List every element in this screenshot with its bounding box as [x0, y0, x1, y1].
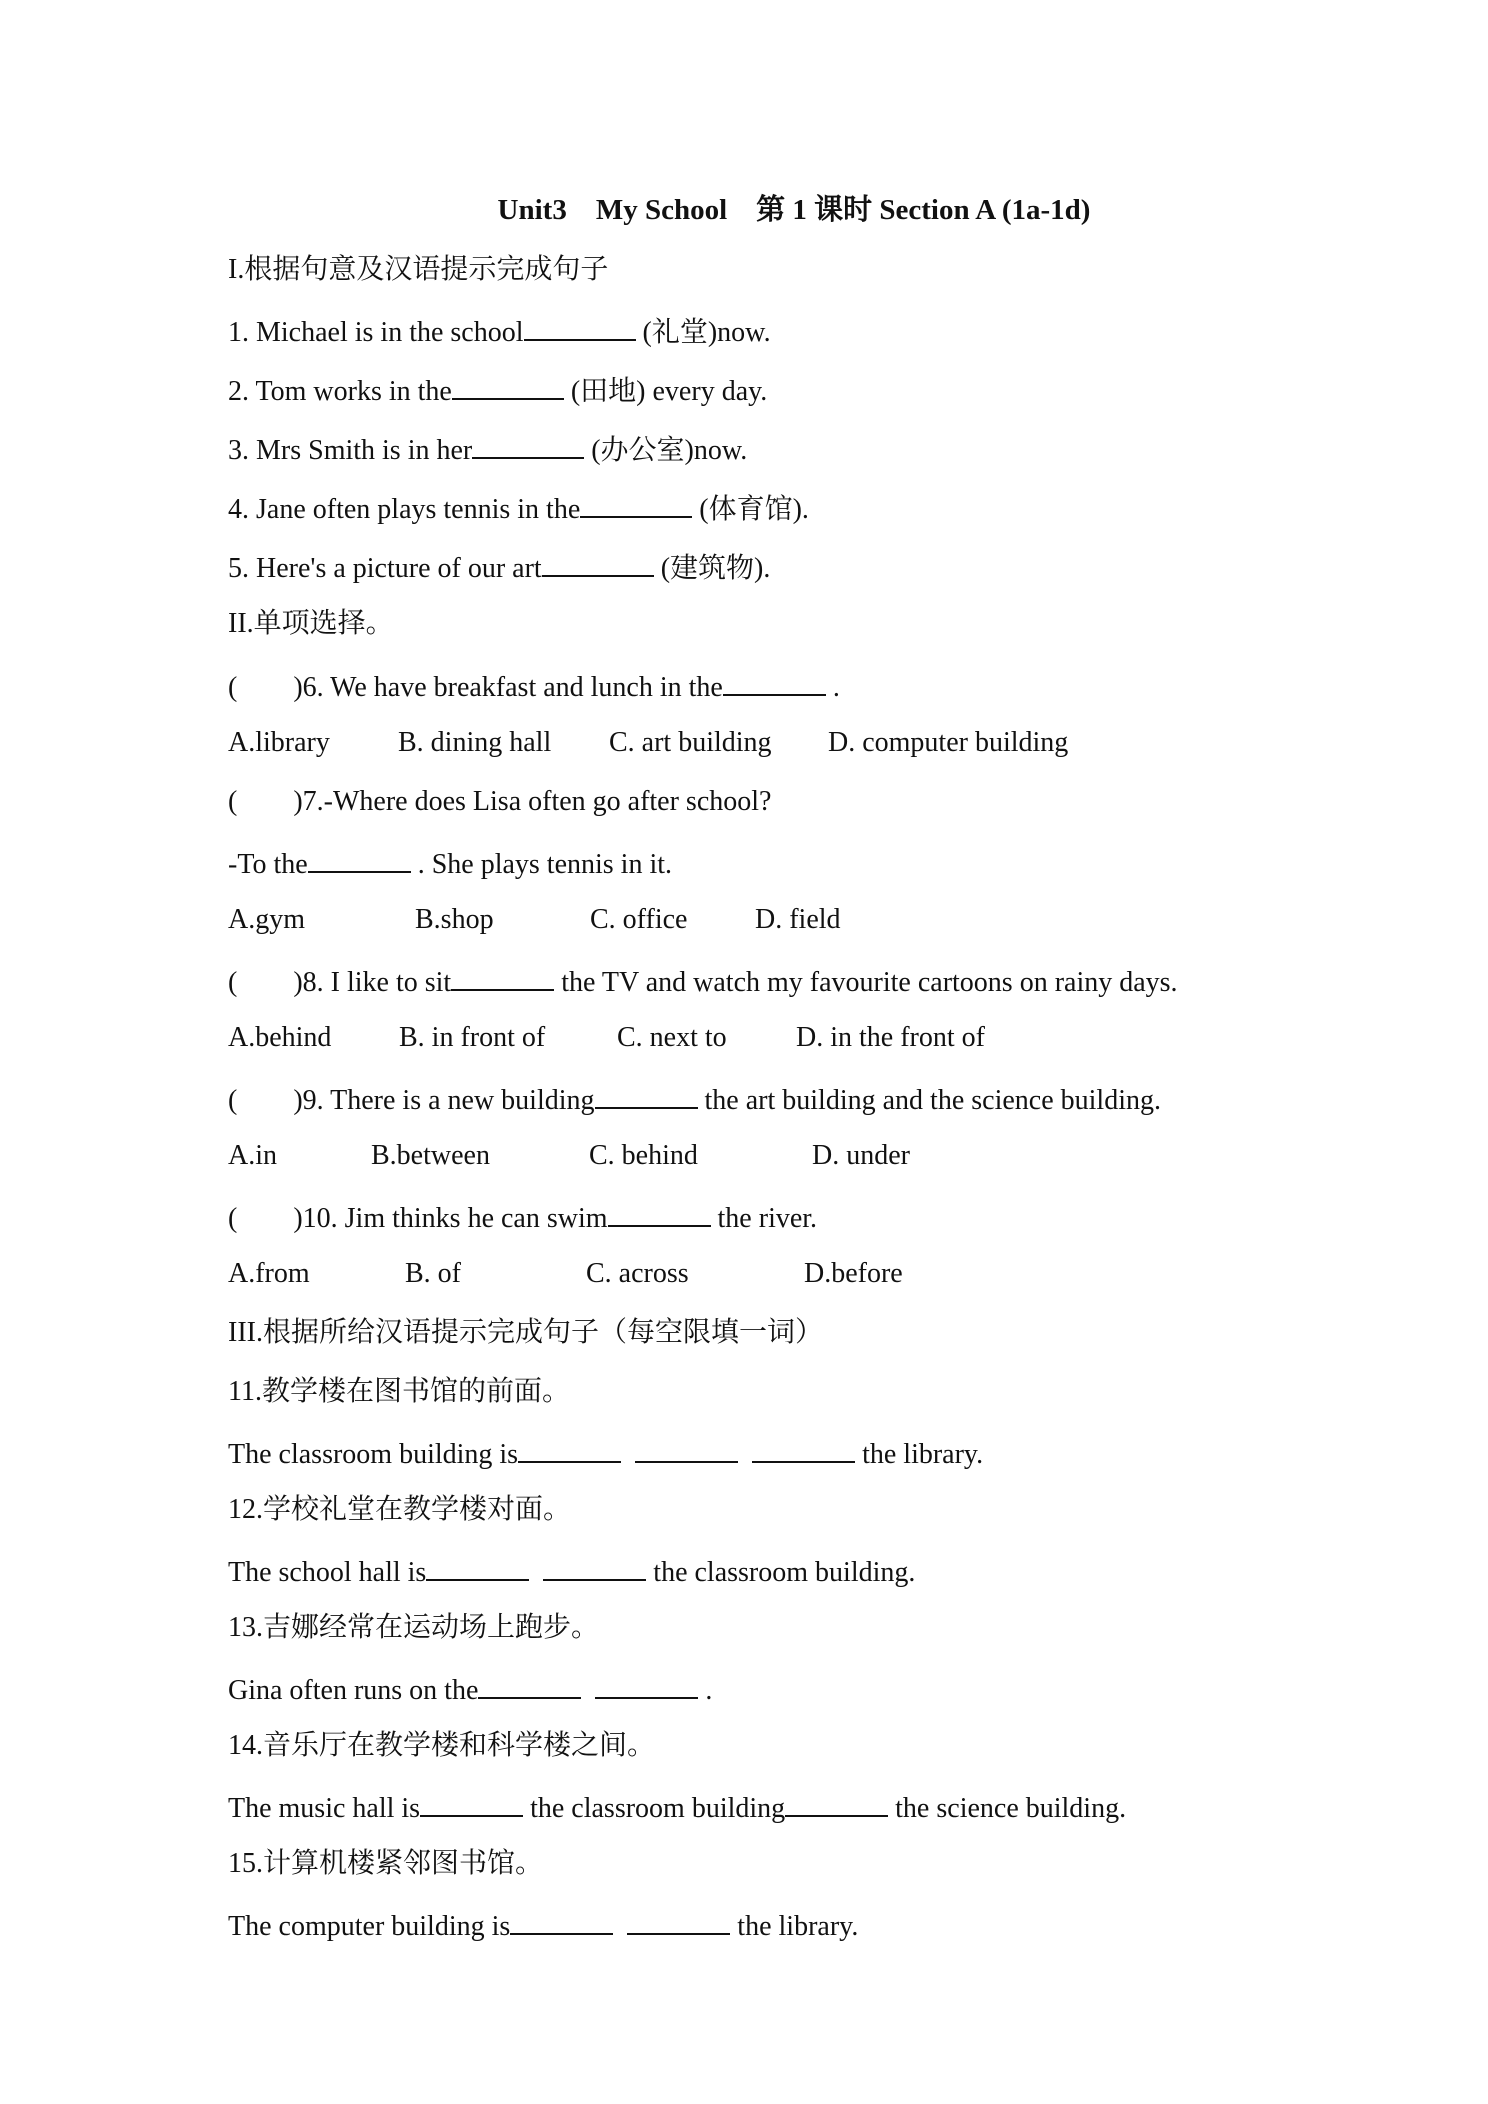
- answer-blank[interactable]: [426, 1549, 529, 1581]
- answer-blank[interactable]: [452, 368, 564, 400]
- option-c[interactable]: C. across: [586, 1258, 689, 1289]
- question-7: ( )7.-Where does Lisa often go after school?: [228, 786, 772, 817]
- question-3: 3. Mrs Smith is in her (办公室)now.: [228, 427, 747, 471]
- answer-blank[interactable]: [542, 545, 654, 577]
- answer-blank[interactable]: [635, 1431, 738, 1463]
- question-13-chinese: 13.吉娜经常在运动场上跑步。: [228, 1612, 600, 1643]
- option-b[interactable]: B.shop: [415, 904, 494, 935]
- question-9: ( )9. There is a new building the art building and the science building.: [228, 1077, 1161, 1121]
- answer-blank[interactable]: [510, 1903, 613, 1935]
- section-1-heading: I.根据句意及汉语提示完成句子: [228, 254, 609, 285]
- answer-blank[interactable]: [478, 1667, 581, 1699]
- option-d[interactable]: D. field: [755, 904, 841, 935]
- question-12-chinese: 12.学校礼堂在教学楼对面。: [228, 1494, 572, 1525]
- option-c[interactable]: C. behind: [589, 1140, 698, 1171]
- question-13: Gina often runs on the .: [228, 1667, 712, 1711]
- option-b[interactable]: B.between: [371, 1140, 490, 1171]
- answer-blank[interactable]: [595, 1667, 698, 1699]
- option-a[interactable]: A.library: [228, 727, 330, 758]
- option-a[interactable]: A.behind: [228, 1022, 332, 1053]
- answer-blank[interactable]: [752, 1431, 855, 1463]
- option-d[interactable]: D. in the front of: [796, 1022, 985, 1053]
- question-1: 1. Michael is in the school (礼堂)now.: [228, 309, 771, 353]
- answer-blank[interactable]: [451, 959, 554, 991]
- page-title: Unit3 My School 第 1 课时 Section A (1a-1d): [497, 194, 1091, 226]
- section-2-heading: II.单项选择。: [228, 608, 394, 639]
- question-14-chinese: 14.音乐厅在教学楼和科学楼之间。: [228, 1730, 656, 1761]
- question-15: The computer building is the library.: [228, 1903, 858, 1947]
- answer-blank[interactable]: [472, 427, 584, 459]
- option-b[interactable]: B. in front of: [399, 1022, 546, 1053]
- answer-blank[interactable]: [524, 309, 636, 341]
- option-a[interactable]: A.in: [228, 1140, 277, 1171]
- option-d[interactable]: D.before: [804, 1258, 903, 1289]
- option-b[interactable]: B. of: [405, 1258, 461, 1289]
- answer-blank[interactable]: [723, 664, 826, 696]
- answer-blank[interactable]: [580, 486, 692, 518]
- answer-blank[interactable]: [785, 1785, 888, 1817]
- answer-blank[interactable]: [420, 1785, 523, 1817]
- question-11-chinese: 11.教学楼在图书馆的前面。: [228, 1376, 570, 1407]
- question-14: The music hall is the classroom building the science building.: [228, 1785, 1126, 1829]
- section-3-heading: III.根据所给汉语提示完成句子（每空限填一词）: [228, 1317, 823, 1348]
- question-5: 5. Here's a picture of our art (建筑物).: [228, 545, 770, 589]
- option-d[interactable]: D. computer building: [828, 727, 1069, 758]
- question-7-answer-line: -To the . She plays tennis in it.: [228, 841, 672, 885]
- answer-blank[interactable]: [543, 1549, 646, 1581]
- question-15-chinese: 15.计算机楼紧邻图书馆。: [228, 1848, 544, 1879]
- answer-blank[interactable]: [627, 1903, 730, 1935]
- option-a[interactable]: A.from: [228, 1258, 310, 1289]
- option-d[interactable]: D. under: [812, 1140, 910, 1171]
- option-c[interactable]: C. art building: [609, 727, 772, 758]
- option-c[interactable]: C. next to: [617, 1022, 727, 1053]
- question-10: ( )10. Jim thinks he can swim the river.: [228, 1195, 817, 1239]
- answer-blank[interactable]: [608, 1195, 711, 1227]
- answer-blank[interactable]: [518, 1431, 621, 1463]
- option-c[interactable]: C. office: [590, 904, 688, 935]
- question-6: ( )6. We have breakfast and lunch in the .: [228, 664, 840, 708]
- option-b[interactable]: B. dining hall: [398, 727, 552, 758]
- answer-blank[interactable]: [595, 1077, 698, 1109]
- question-2: 2. Tom works in the (田地) every day.: [228, 368, 767, 412]
- option-a[interactable]: A.gym: [228, 904, 305, 935]
- question-12: The school hall is the classroom building.: [228, 1549, 915, 1593]
- question-8: ( )8. I like to sit the TV and watch my favourite cartoons on rainy days.: [228, 959, 1178, 1003]
- question-4: 4. Jane often plays tennis in the (体育馆).: [228, 486, 809, 530]
- answer-blank[interactable]: [308, 841, 411, 873]
- question-11: The classroom building is the library.: [228, 1431, 983, 1475]
